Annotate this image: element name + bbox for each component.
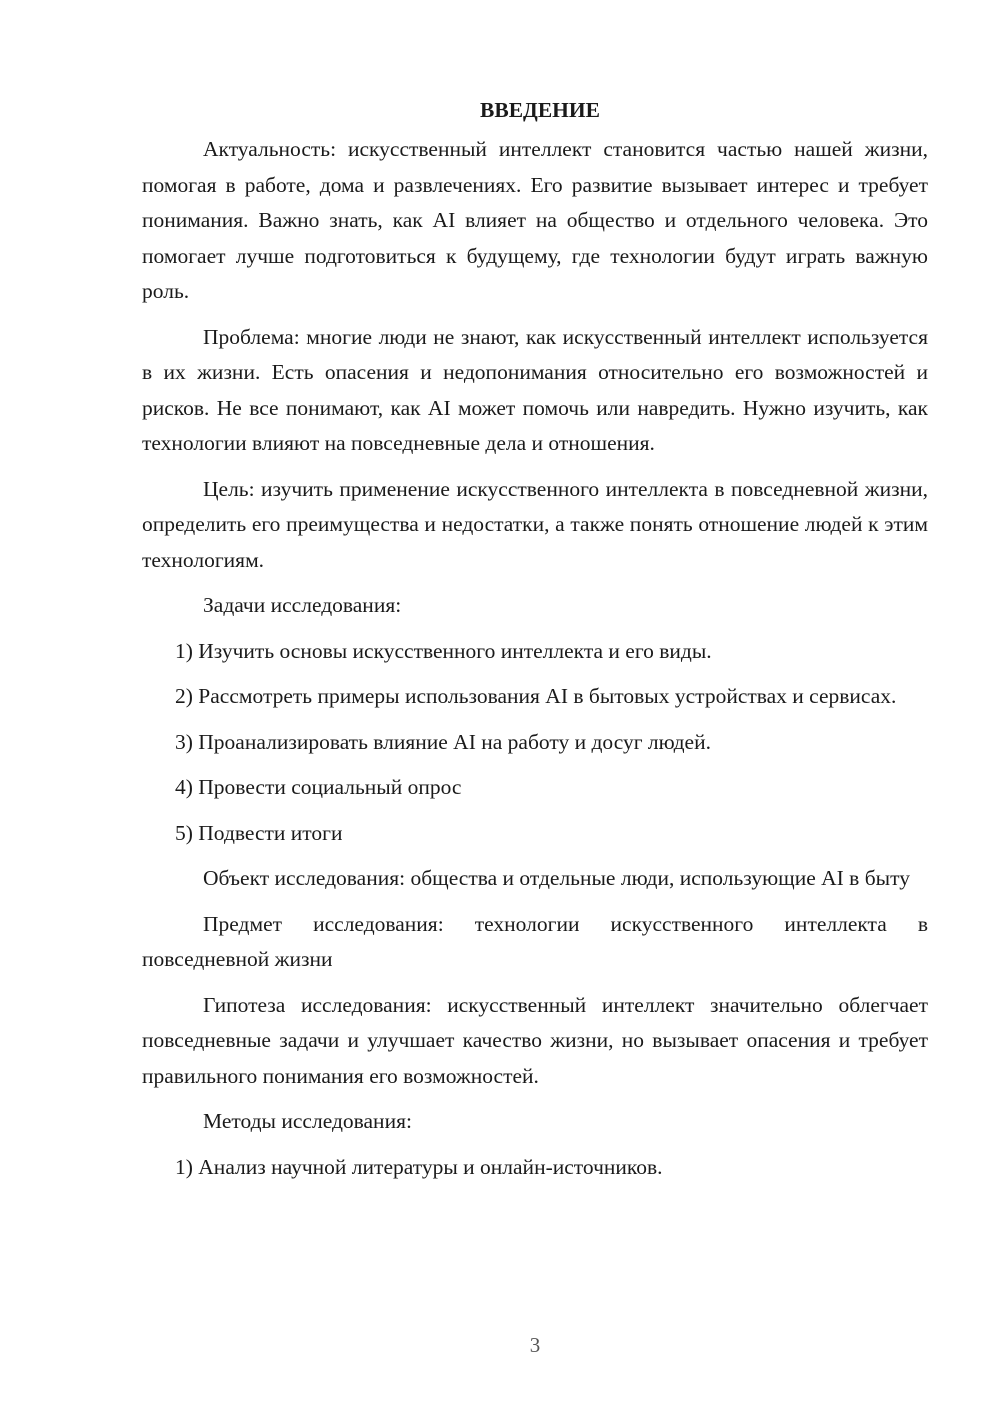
page-number: 3 bbox=[529, 1333, 541, 1357]
object-paragraph: Объект исследования: общества и отдельные люди, использующие AI в быту bbox=[203, 866, 910, 890]
tasks-title: Задачи исследования: bbox=[203, 593, 402, 617]
subject-paragraph: Предмет исследования: технологии искусственного интеллекта в повседневной жизни bbox=[142, 911, 928, 971]
task-item: 4) Провести социальный опрос bbox=[175, 775, 462, 799]
page-heading: ВВЕДЕНИЕ bbox=[480, 98, 600, 122]
page-content bbox=[142, 95, 928, 1195]
hypothesis-paragraph: Гипотеза исследования: искусственный интеллект значительно облегчает повседневные задачи и улучшает качество жизни, но вызывает опасения и требует правильного понимания его возможностей. bbox=[142, 992, 928, 1088]
task-item: 2) Рассмотреть примеры использования AI в бытовых устройствах и сервисах. bbox=[175, 684, 897, 708]
problem-paragraph: Проблема: многие люди не знают, как искусственный интеллект используется в их жизни. Есть опасения и недопонимания относительно его возможностей и рисков. Не все понимают, как AI может помочь или навредить. Нужно изучить, как технологии влияют на повседневные дела и отношения. bbox=[142, 324, 928, 455]
task-item: 1) Изучить основы искусственного интеллекта и его виды. bbox=[175, 638, 712, 663]
relevance-paragraph: Актуальность: искусственный интеллект становится частью нашей жизни, помогая в работе, дома и развлечениях. Его развитие вызывает интерес и требует понимания. Важно знать, как AI влияет на общество и отдельного человека. Это помогает лучше подготовиться к будущему, где технологии будут играть важную роль. bbox=[142, 137, 928, 303]
task-item: 5) Подвести итоги bbox=[175, 820, 343, 845]
method-item: 1) Анализ научной литературы и онлайн-источников. bbox=[175, 1154, 663, 1179]
methods-title: Методы исследования: bbox=[203, 1109, 412, 1133]
goal-paragraph: Цель: изучить применение искусственного интеллекта в повседневной жизни, определить его преимущества и недостатки, а также понять отношение людей к этим технологиям. bbox=[142, 476, 928, 572]
task-item: 3) Проанализировать влияние AI на работу и досуг людей. bbox=[175, 729, 711, 754]
